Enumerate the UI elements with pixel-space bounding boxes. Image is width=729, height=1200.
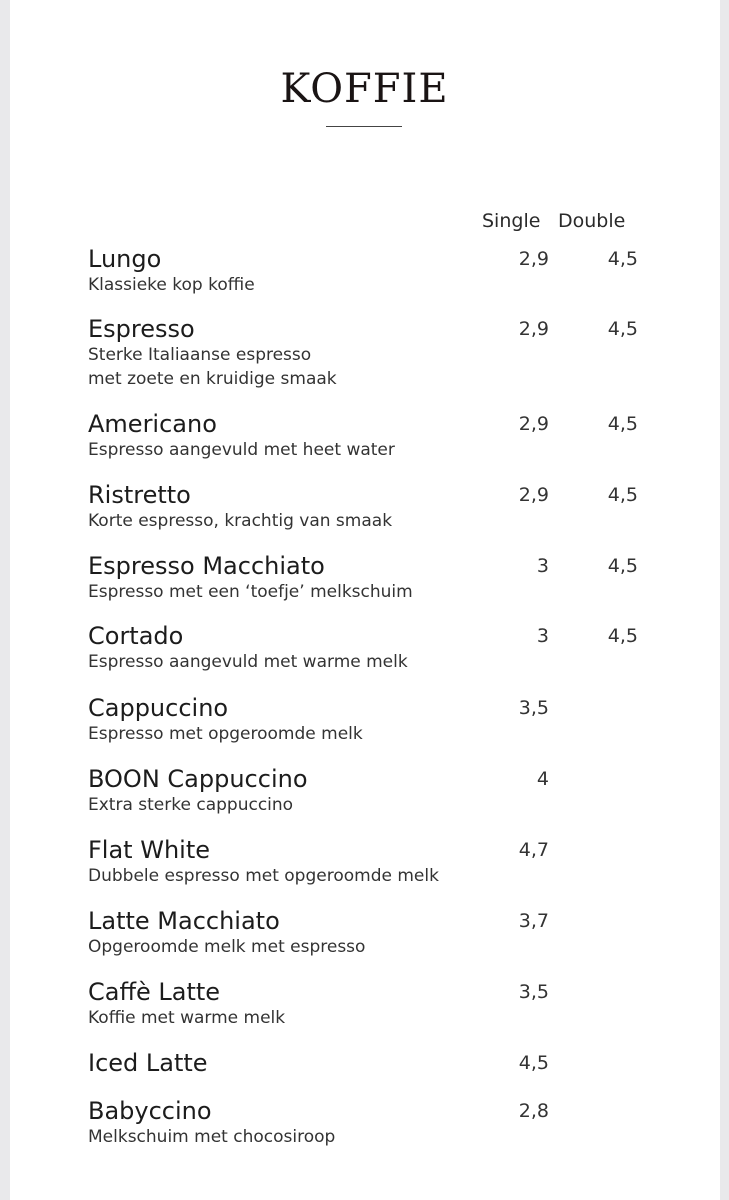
item-name: Caffè Latte (88, 978, 221, 1006)
item-description: Klassieke kop koffie (88, 275, 255, 295)
item-description: Espresso aangevuld met warme melk (88, 652, 408, 672)
item-price-double: 4,5 (607, 625, 638, 647)
column-header-double: Double (558, 210, 626, 232)
item-price-single: 2,9 (518, 248, 549, 270)
item-description: Espresso met een ‘toefje’ melkschuim (88, 582, 413, 602)
item-description: Extra sterke cappuccino (88, 795, 294, 815)
item-price-single: 4,7 (518, 839, 549, 861)
item-price-single: 2,9 (518, 413, 549, 435)
item-price-single: 2,9 (518, 318, 549, 340)
item-price-single: 2,8 (518, 1100, 549, 1122)
column-header-single: Single (482, 210, 541, 232)
item-price-single: 3 (536, 625, 549, 647)
item-name: Babyccino (88, 1097, 212, 1125)
item-description: Espresso aangevuld met heet water (88, 440, 395, 460)
item-price-double: 4,5 (607, 318, 638, 340)
item-name: Cortado (88, 622, 184, 650)
item-description: Korte espresso, krachtig van smaak (88, 511, 393, 531)
item-price-single: 4,5 (518, 1052, 549, 1074)
item-name: Cappuccino (88, 694, 229, 722)
item-price-single: 2,9 (518, 484, 549, 506)
item-description: Koffie met warme melk (88, 1008, 286, 1028)
item-name: Latte Macchiato (88, 907, 280, 935)
item-name: Ristretto (88, 481, 191, 509)
item-name: BOON Cappuccino (88, 765, 308, 793)
item-price-single: 3,7 (518, 910, 549, 932)
item-description: Dubbele espresso met opgeroomde melk (88, 866, 439, 886)
item-description: Sterke Italiaanse espresso met zoete en kruidige smaak (88, 345, 337, 389)
item-price-single: 4 (536, 768, 549, 790)
item-price-single: 3 (536, 555, 549, 577)
item-name: Flat White (88, 836, 211, 864)
item-name: Lungo (88, 245, 162, 273)
item-name: Espresso Macchiato (88, 552, 325, 580)
item-price-double: 4,5 (607, 484, 638, 506)
item-description: Espresso met opgeroomde melk (88, 724, 363, 744)
item-name: Americano (88, 410, 217, 438)
item-price-single: 3,5 (518, 981, 549, 1003)
page-title: KOFFIE (280, 66, 449, 112)
item-name: Espresso (88, 315, 195, 343)
item-price-double: 4,5 (607, 555, 638, 577)
item-name: Iced Latte (88, 1049, 208, 1077)
item-description: Opgeroomde melk met espresso (88, 937, 366, 957)
title-divider (326, 126, 402, 127)
item-description: Melkschuim met chocosiroop (88, 1127, 336, 1147)
item-price-single: 3,5 (518, 697, 549, 719)
item-price-double: 4,5 (607, 248, 638, 270)
item-price-double: 4,5 (607, 413, 638, 435)
